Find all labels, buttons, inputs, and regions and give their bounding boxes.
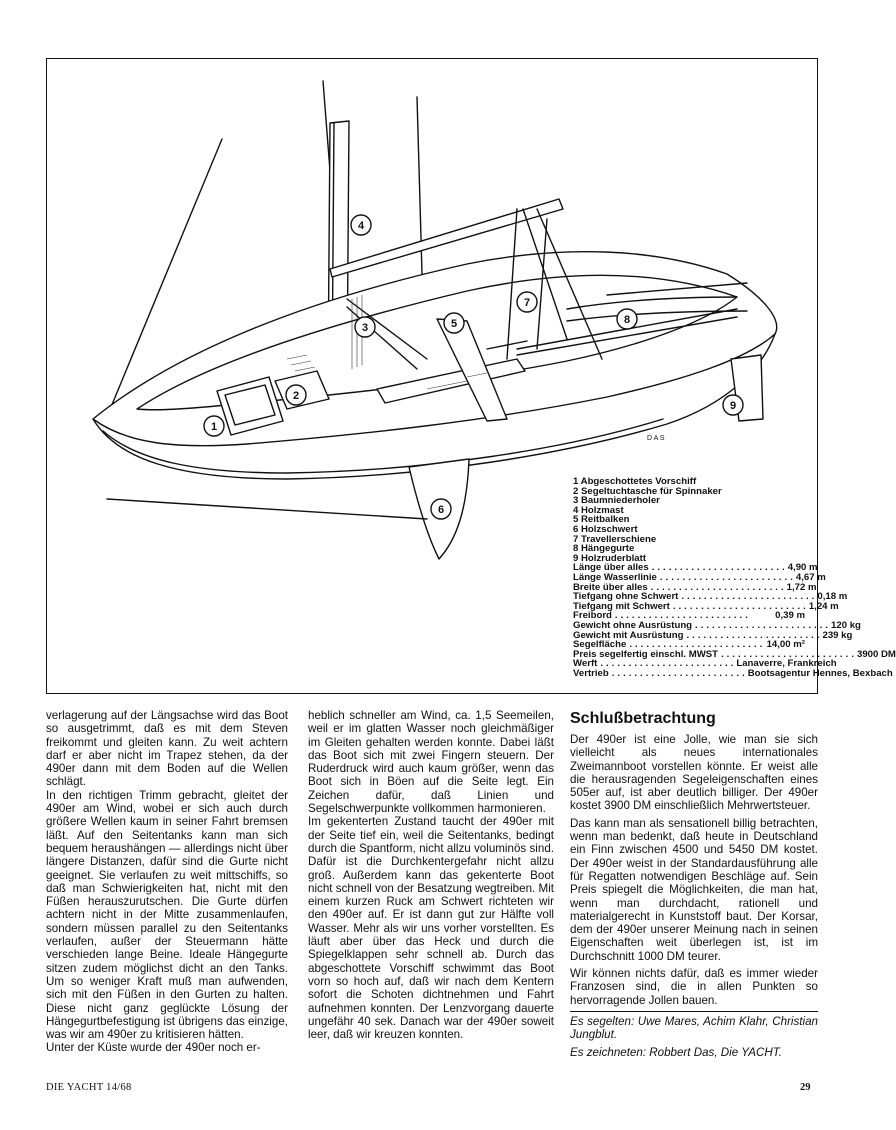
callout-8 <box>617 309 637 329</box>
spec-label: Tiefgang ohne Schwert <box>573 591 679 603</box>
paragraph: Der 490er ist eine Jolle, wie man sie sich vielleicht als neues internationales Zweimannboot vorstellen könnte. Er weist alle die herausragenden Segeleigenschaften eines 505er auf, ist aber deutlich billiger. Der 490er kostet 3900 DM einschließlich Mehrwertsteuer. <box>570 733 818 813</box>
svg-text:5: 5 <box>450 318 458 330</box>
spec-value: 239 kg <box>822 629 853 641</box>
spec-value: 4,90 m <box>787 562 818 574</box>
spec-label: Freibord <box>573 610 612 622</box>
drawing-credits: Es zeichneten: Robbert Das, Die YACHT. <box>570 1045 783 1059</box>
callout-9 <box>723 395 743 415</box>
legend-item: 9 Holzruderblatt <box>573 552 647 564</box>
spec-value: 1,72 m <box>786 581 817 593</box>
spec-label: Werft <box>573 658 598 670</box>
svg-text:2: 2 <box>292 390 300 402</box>
spec-label: Gewicht mit Ausrüstung <box>573 629 684 641</box>
legend-items <box>573 477 805 563</box>
article-column-2 <box>308 709 554 1041</box>
legend-item: 2 Segeltuchtasche für Spinnaker <box>573 485 722 497</box>
paragraph: Das kann man als sensationell billig betrachten, wenn man bedenkt, daß heute in Deutschland ein Finn zwischen 4500 und 5450 DM kostet. Der 490er weist in der Standardausführung alle für Regatten notwendigen Beschläge auf. Sein Preis spiegelt die Möglichkeiten, die man hat, wenn man durchdacht, rationell und materialgerecht in Kunststoff baut. Der Korsar, dem der 490er unserer Meinung nach in seinen Eigenschaften weit überlegen ist, ist im Durchschnitt 1000 DM teurer. <box>570 816 818 963</box>
spec-label: Vertrieb <box>573 667 609 679</box>
artist-signature: D A S <box>647 435 665 442</box>
spec-row: Freibord ........................ 0,39 m <box>573 610 805 622</box>
section-heading: Schlußbetrachtung <box>570 710 716 727</box>
svg-text:1: 1 <box>210 421 218 433</box>
spec-value: 120 kg <box>831 619 861 631</box>
spec-row: Länge über alles ........................ 4,90 m <box>573 562 818 574</box>
legend-item: 6 Holzschwert <box>573 523 638 535</box>
spec-value: Bootsagentur Hennes, Bexbach <box>747 667 893 679</box>
svg-text:6: 6 <box>437 504 445 516</box>
svg-text:7: 7 <box>523 297 531 309</box>
paragraph: Wir können nichts dafür, daß es immer wieder Franzosen sind, die in allen Punkten so hervorragende Jollen bauen. <box>570 967 818 1007</box>
legend-item: 7 Travellerschiene <box>573 533 657 545</box>
spec-row: Gewicht mit Ausrüstung ........................ 239 kg <box>573 629 853 641</box>
spec-row: Segelfläche ........................ 14,00 m² <box>573 639 805 651</box>
spec-row: Länge Wasserlinie ........................ 4,67 m <box>573 571 826 583</box>
svg-text:4: 4 <box>357 220 365 232</box>
paragraph: heblich schneller am Wind, ca. 1,5 Seemeilen, weil er im glatten Wasser noch gleichmäßiger im Gleiten gehalten werden konnte. Dabei läßt das Boot sich mit zwei Fingern steuern. Der Ruderdruck wird auch kaum größer, wenn das Boot sich in Böen auf die Seite legt. Ein Zeichen dafür, daß Linien und Segelschwerpunkte vollkommen harmonieren. <box>308 709 554 816</box>
legend-item: 3 Baumniederholer <box>573 495 660 507</box>
spec-value: 1,24 m <box>808 600 839 612</box>
legend-item: 5 Reitbalken <box>573 514 630 526</box>
spec-row: Breite über alles ........................ 1,72 m <box>573 581 817 593</box>
svg-text:9: 9 <box>729 400 737 412</box>
magazine-issue: DIE YACHT 14/68 <box>46 1082 132 1093</box>
legend-item: 8 Hängegurte <box>573 543 635 555</box>
spec-row: Werft ........................ Lanaverre, Frankreich <box>573 658 837 670</box>
callout-1 <box>204 416 224 436</box>
article-column-3 <box>570 709 818 1063</box>
legend-item: 4 Holzmast <box>573 504 624 516</box>
paragraph: In den richtigen Trimm gebracht, gleitet der 490er am Wind, wobei er sich auch durch größere Wellen kaum in seiner Fahrt bremsen läßt. Auf den Seitentanks kann man sich bequem heraushängen — allerdings nicht über längere Distanzen, dafür sind die Gurte nicht geeignet. Sie verlaufen zu weit mittschiffs, so daß man Schwierigkeiten hat, nicht mit den Füßen herauszurutschen. Die Gurte dürfen achtern nicht in der Mitte zusammenlaufen, sondern müssen parallel zu den Seitentanks verlaufen, außer der Steuermann hätte verschieden lange Beine. Ideale Hängegurte sitzen zudem möglichst dicht an den Tanks. Um so weniger Kraft muß man aufwenden, sich mit den Füßen in den Gurten zu halten. Diese nicht ganz geglückte Lösung der Hängegurtbefestigung ist übrigens das einzige, was wir am 490er zu kritisieren hätten. <box>46 788 288 1042</box>
svg-text:8: 8 <box>623 314 631 326</box>
divider <box>570 1011 818 1012</box>
sailing-credits: Es segelten: Uwe Mares, Achim Klahr, Christian Jungblut. <box>570 1014 818 1042</box>
spec-value: 14,00 m² <box>766 639 805 651</box>
callout-7 <box>517 292 537 312</box>
spec-label: Segelfläche <box>573 639 627 651</box>
spec-label: Gewicht ohne Ausrüstung <box>573 619 693 631</box>
svg-text:3: 3 <box>361 322 369 334</box>
spec-row: Preis segelfertig einschl. MWST ........................ 3900 DM <box>573 648 896 660</box>
spec-value: 0,18 m <box>817 591 848 603</box>
spec-label: Länge Wasserlinie <box>573 571 657 583</box>
spec-row: Tiefgang ohne Schwert ........................ 0,18 m <box>573 591 848 603</box>
callout-5 <box>444 313 464 333</box>
spec-value: 3900 DM <box>857 648 896 660</box>
spec-label: Tiefgang mit Schwert <box>573 600 670 612</box>
page-number: 29 <box>800 1082 811 1093</box>
spec-value: 0,39 m <box>775 610 805 622</box>
spec-table <box>573 562 896 679</box>
spec-label: Preis segelfertig einschl. MWST <box>573 648 719 660</box>
callout-2 <box>286 385 306 405</box>
paragraph: verlagerung auf der Längsachse wird das Boot so ausgetrimmt, daß es mit dem Steven freikommt und gleiten kann. Zu weit achtern darf er aber nicht im Trapez stehen, da der 490er dann mit dem Boden auf die Wellen schlägt. <box>46 709 288 789</box>
paragraph: Im gekenterten Zustand taucht der 490er mit der Seite tief ein, weil die Seitentanks, bedingt durch die Spantform, nicht allzu voluminös sind. Dafür ist die Durchkentergefahr nicht allzu groß. Außerdem kann das gekenterte Boot nicht schnell von der Besatzung wegtreiben. Mit einem kurzen Ruck am Schwert richteten wir den 490er auf. Er ist dann gut zur Hälfte voll Wasser. Mehr als wir uns vorher vorstellten. Es läuft aber über das Heck und durch die Spiegelklappen sehr schnell ab. Durch das abgeschottete Vorschiff schwimmt das Boot vorn so hoch auf, daß wir nach dem Kentern sofort die Schoten dichtnehmen und Fahrt aufnehmen konnten. Der Lenzvorgang dauerte ungefähr 40 sek. Danach war der 490er soweit leer, daß wir kreuzen konnten. <box>308 815 554 1042</box>
callout-3 <box>355 317 375 337</box>
spec-value: Lanaverre, Frankreich <box>736 658 837 670</box>
spec-label: Länge über alles <box>573 562 649 574</box>
illustration-frame <box>46 58 896 694</box>
spec-row: Gewicht ohne Ausrüstung ........................ 120 kg <box>573 619 861 631</box>
paragraph: Unter der Küste wurde der 490er noch er- <box>46 1041 261 1055</box>
article-column-1 <box>46 709 288 1055</box>
spec-label: Breite über alles <box>573 581 648 593</box>
spec-row: Vertrieb ........................ Bootsagentur Hennes, Bexbach <box>573 667 893 679</box>
spec-value: 4,67 m <box>795 571 826 583</box>
spec-row: Tiefgang mit Schwert ........................ 1,24 m <box>573 600 839 612</box>
legend-item: 1 Abgeschottetes Vorschiff <box>573 476 697 487</box>
callout-6 <box>431 499 451 519</box>
callout-4 <box>351 215 371 235</box>
legend <box>573 476 896 679</box>
